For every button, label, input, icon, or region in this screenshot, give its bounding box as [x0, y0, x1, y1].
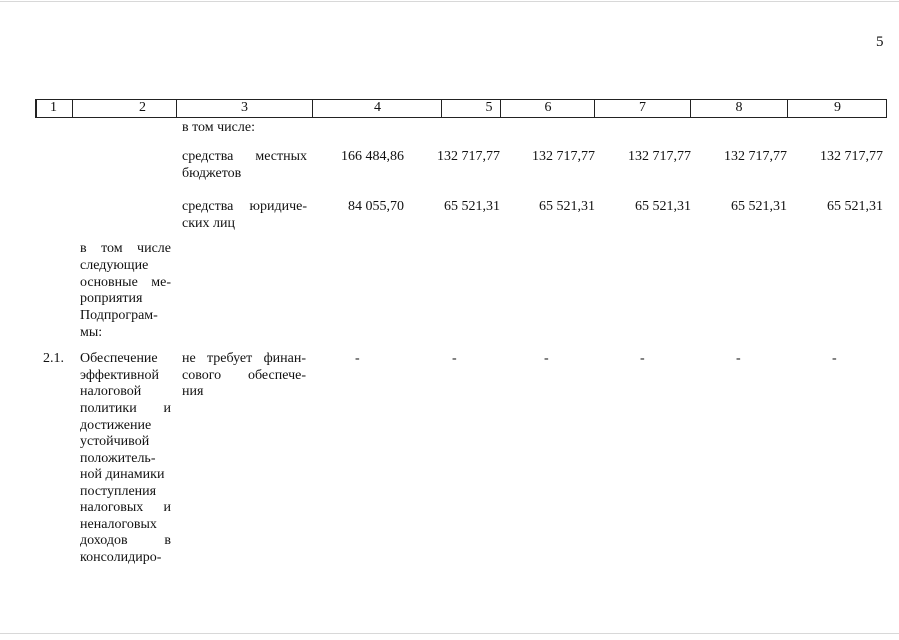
legal-entities-value-col8: 65 521,31 — [731, 199, 787, 214]
item-2-1-name-line-5: достижение — [80, 418, 152, 433]
item-2-1-name-line-2: эффективной — [80, 368, 160, 383]
item-2-1-value-col9: - — [832, 351, 837, 366]
header-col-6: 6 — [500, 99, 595, 118]
item-2-1-name-line-8: ной динамики — [80, 467, 165, 482]
header-col-1: 1 — [50, 100, 57, 115]
item-2-1-name-line-13: консолидиро- — [80, 550, 162, 565]
legal-entities-value-col9: 65 521,31 — [827, 199, 883, 214]
item-2-1-name-line-6: устойчивой — [80, 434, 150, 449]
item-2-1-value-col7: - — [640, 351, 645, 366]
legal-entities-value-col7: 65 521,31 — [635, 199, 691, 214]
local-budgets-value-col6: 132 717,77 — [532, 149, 595, 164]
page-number: 5 — [876, 34, 884, 50]
item-2-1-source-line-1: не требует финан- — [182, 351, 306, 366]
local-budgets-value-col9: 132 717,77 — [820, 149, 883, 164]
header-col-9: 9 — [787, 99, 887, 118]
top-edge — [0, 1, 899, 2]
item-2-1-value-col8: - — [736, 351, 741, 366]
local-budgets-value-col8: 132 717,77 — [724, 149, 787, 164]
main-measures-line-5: Подпрограм- — [80, 308, 158, 323]
item-2-1-source-line-3: ния — [182, 384, 204, 399]
local-budgets-value-col4: 166 484,86 — [341, 149, 404, 164]
main-measures-line-6: мы: — [80, 325, 103, 340]
bottom-edge — [0, 633, 899, 634]
legal-entities-value-col6: 65 521,31 — [539, 199, 595, 214]
including-label: в том числе: — [182, 120, 255, 135]
main-measures-line-4: роприятия — [80, 291, 143, 306]
local-budgets-value-col7: 132 717,77 — [628, 149, 691, 164]
local-budgets-label-line-1: средства местных — [182, 149, 307, 164]
header-col-2: 2 — [72, 99, 212, 118]
legal-entities-label-line-1: средства юридиче- — [182, 199, 307, 214]
item-2-1-name-line-12: доходов в — [80, 533, 171, 548]
local-budgets-value-col5: 132 717,77 — [437, 149, 500, 164]
header-col-4: 4 — [312, 99, 442, 118]
item-2-1-name-line-9: поступления — [80, 484, 157, 499]
legal-entities-value-col5: 65 521,31 — [444, 199, 500, 214]
item-2-1-name-line-3: налоговой — [80, 384, 142, 399]
item-2-1-value-col6: - — [544, 351, 549, 366]
main-measures-line-2: следующие — [80, 258, 149, 273]
table-header-row — [35, 99, 887, 118]
item-2-1-name-line-10: налоговых и — [80, 500, 171, 515]
legal-entities-label-line-2: ских лиц — [182, 216, 235, 231]
item-2-1-value-col5: - — [452, 351, 457, 366]
item-2-1-value-col4: - — [355, 351, 360, 366]
item-2-1-name-line-7: положитель- — [80, 451, 156, 466]
main-measures-line-1: в том числе — [80, 241, 171, 256]
item-2-1-source-line-2: сового обеспече- — [182, 368, 306, 383]
header-col-5: 5 — [441, 99, 536, 118]
header-col-3: 3 — [176, 99, 312, 118]
item-2-1-name-line-11: неналоговых — [80, 517, 157, 532]
item-2-1-name-line-4: политики и — [80, 401, 171, 416]
item-2-1-name-line-1: Обеспечение — [80, 351, 158, 366]
main-measures-line-3: основные ме- — [80, 275, 171, 290]
local-budgets-label-line-2: бюджетов — [182, 166, 242, 181]
legal-entities-value-col4: 84 055,70 — [348, 199, 404, 214]
item-2-1-number: 2.1. — [43, 351, 64, 366]
header-col-7: 7 — [594, 99, 690, 118]
header-col-8: 8 — [690, 99, 787, 118]
